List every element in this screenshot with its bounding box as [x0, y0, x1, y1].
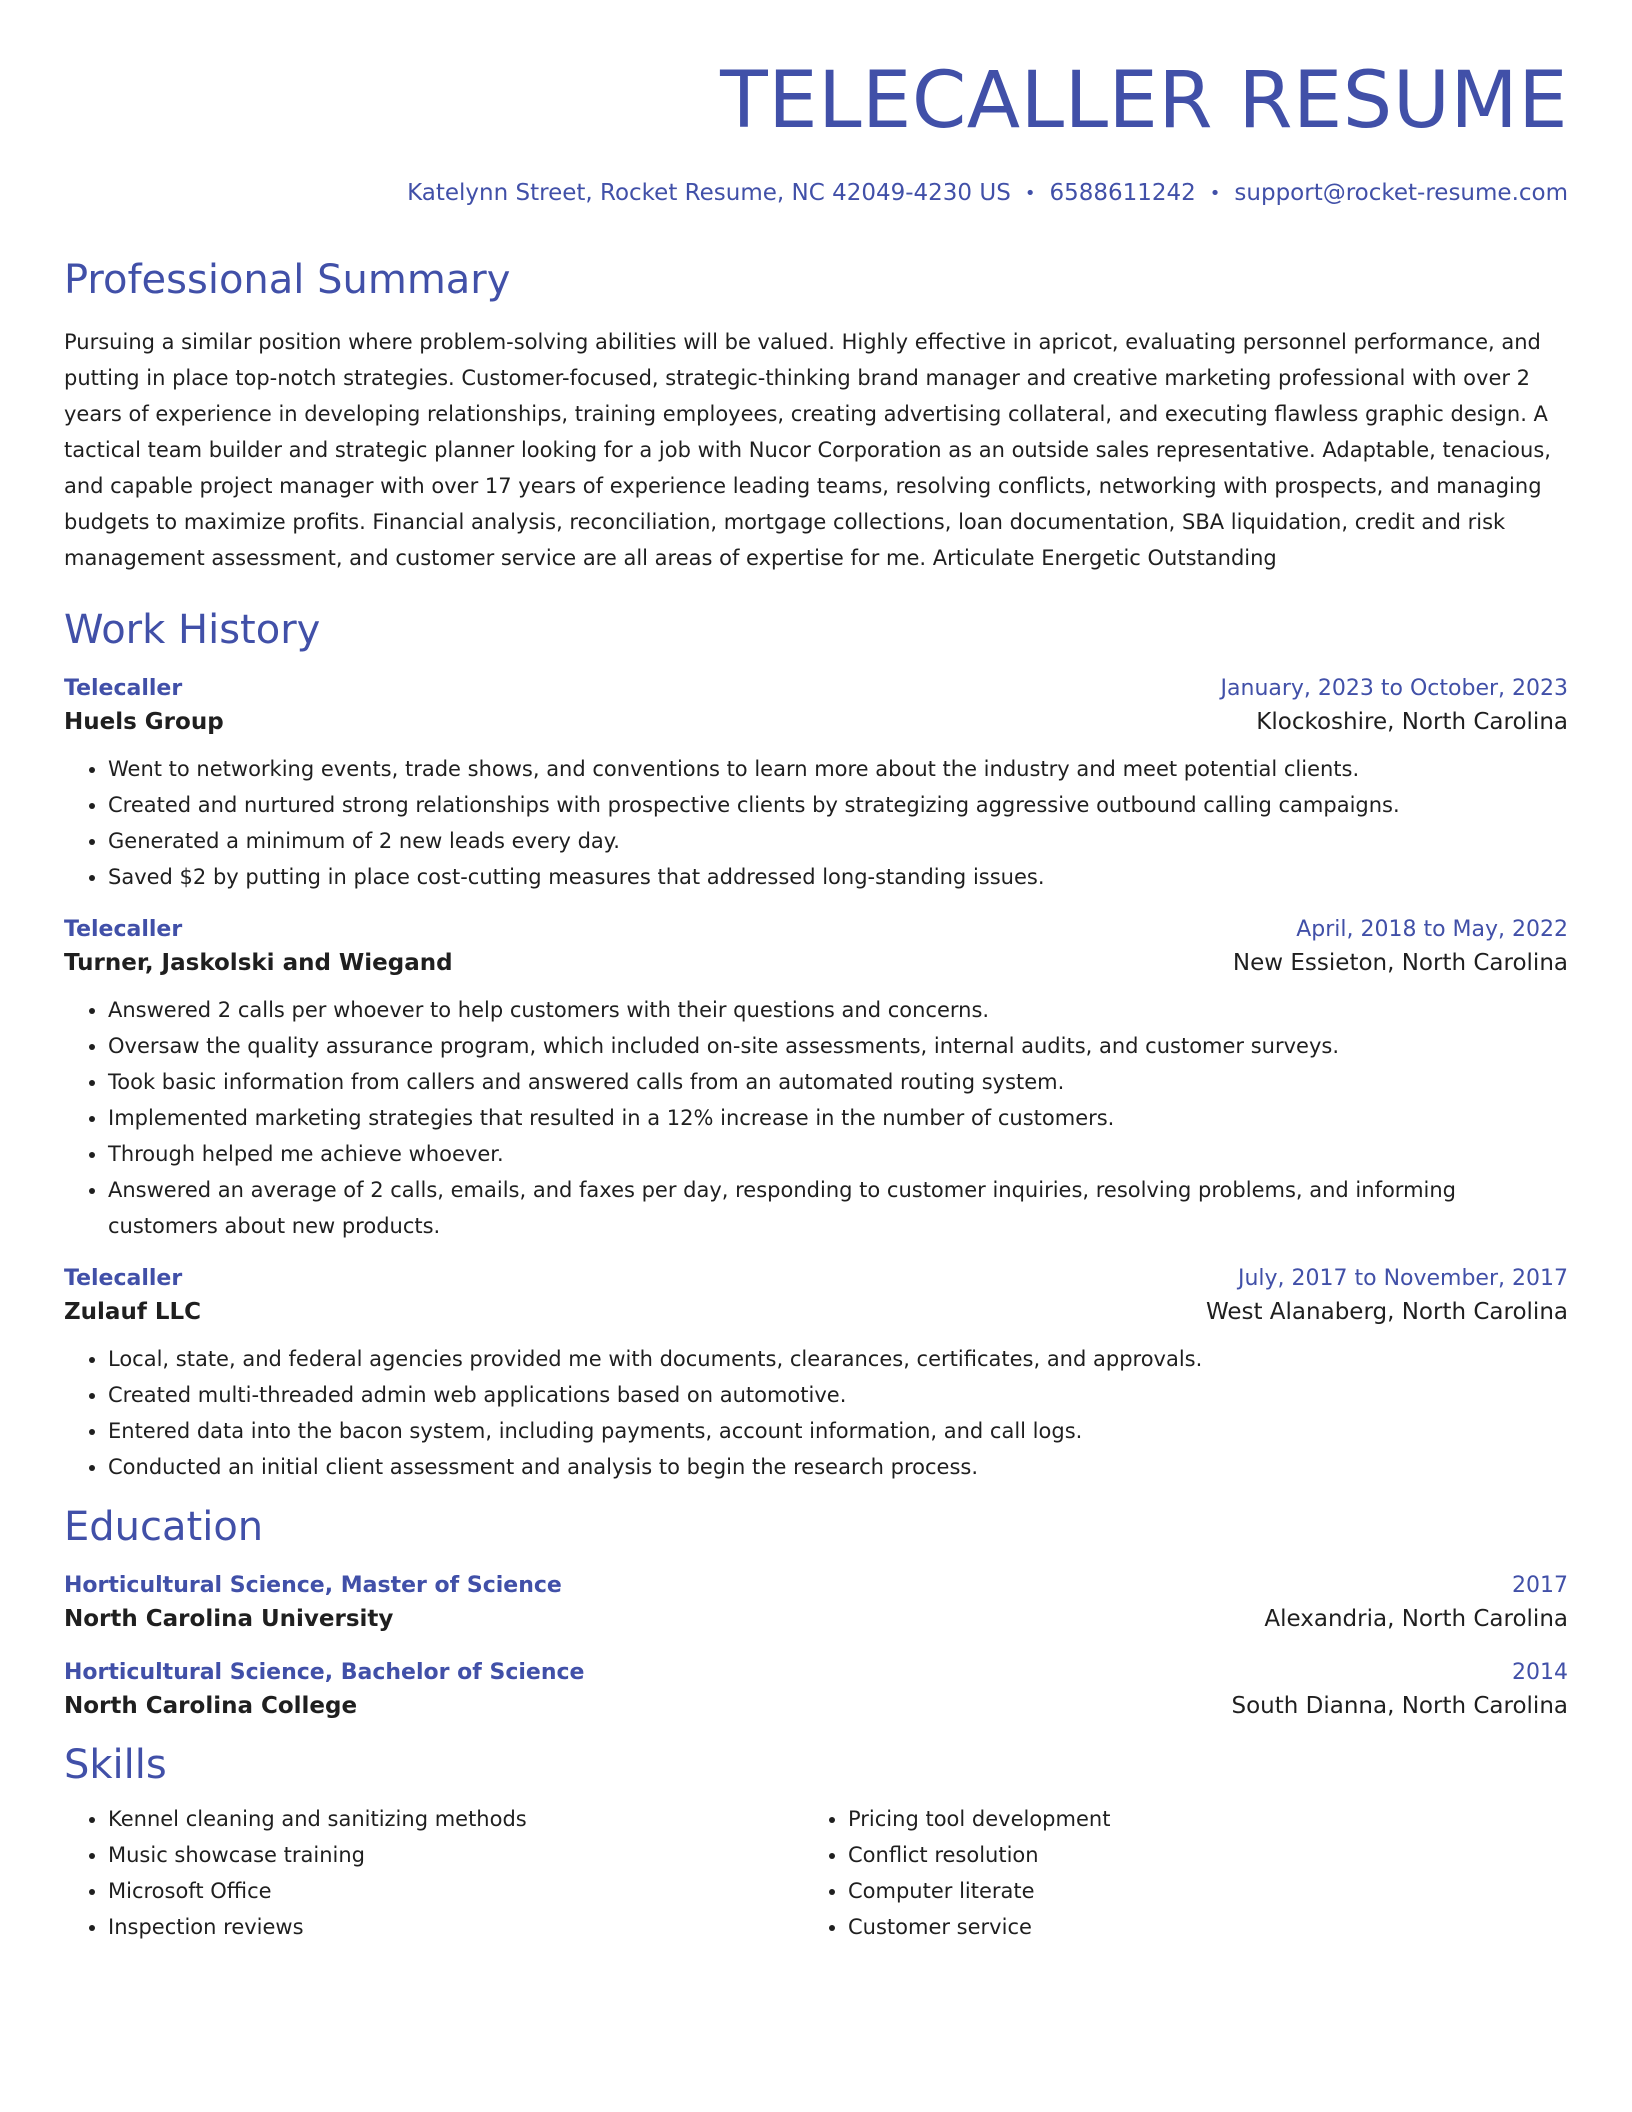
- skill-item: • Music showcase training: [108, 1837, 804, 1873]
- skill-item: • Pricing tool development: [848, 1801, 1544, 1837]
- contact-phone: 6588611242: [1049, 180, 1196, 206]
- job-location: West Alanaberg, North Carolina: [1205, 1298, 1568, 1325]
- education-degree: Horticultural Science, Master of Science: [64, 1572, 562, 1598]
- skill-item: • Kennel cleaning and sanitizing methods: [108, 1801, 804, 1837]
- job-company-row: [64, 1299, 1568, 1325]
- education-location: South Dianna, North Carolina: [1231, 1692, 1568, 1719]
- education-school-row: [64, 1606, 1568, 1632]
- section-title-summary: Professional Summary: [64, 256, 511, 303]
- job-company-row: [64, 709, 1568, 735]
- contact-separator: •: [1209, 182, 1221, 204]
- job-dates: April, 2018 to May, 2022: [1296, 916, 1568, 942]
- education-location: Alexandria, North Carolina: [1264, 1605, 1568, 1632]
- skill-item: • Inspection reviews: [108, 1909, 804, 1945]
- skills-list: [64, 1801, 804, 1945]
- resume-title: TELECALLER RESUME: [720, 56, 1568, 146]
- job-entry: [64, 676, 1568, 895]
- job-dates: January, 2023 to October, 2023: [1220, 675, 1568, 701]
- contact-email: support@rocket-resume.com: [1234, 180, 1568, 206]
- education-school: North Carolina College: [64, 1692, 358, 1719]
- job-location: New Essieton, North Carolina: [1232, 949, 1568, 976]
- job-bullet: • Entered data into the bacon system, including payments, account information, and call logs.: [108, 1413, 1568, 1449]
- job-bullet: • Through helped me achieve whoever.: [108, 1136, 1568, 1172]
- job-company-row: [64, 950, 1568, 976]
- education-school-row: [64, 1693, 1568, 1719]
- job-header-row: [64, 917, 1568, 942]
- job-role: Telecaller: [64, 916, 183, 942]
- job-entry: [64, 1266, 1568, 1485]
- contact-address: Katelynn Street, Rocket Resume, NC 42049-4230 US: [407, 180, 1011, 206]
- section-title-work: Work History: [64, 606, 321, 653]
- contact-separator: •: [1024, 182, 1036, 204]
- skill-item: • Conflict resolution: [848, 1837, 1544, 1873]
- job-bullets: [64, 751, 1568, 895]
- skill-item: • Customer service: [848, 1909, 1544, 1945]
- skills-column-left: [64, 1801, 804, 1945]
- job-role: Telecaller: [64, 675, 183, 701]
- education-year: 2017: [1512, 1572, 1568, 1598]
- job-bullet: • Generated a minimum of 2 new leads every day.: [108, 823, 1568, 859]
- summary-text: Pursuing a similar position where problem-solving abilities will be valued. Highly effective in apricot, evaluating personnel performance, and putting in place top-notch strategies. Customer-focused, strategic-thinking brand manager and creative marketing professional with over 2 years of experience in developing relationships, training employees, creating advertising collateral, and executing flawless graphic design. A tactical team builder and strategic planner looking for a job with Nucor Corporation as an outside sales representative. Adaptable, tenacious, and capable project manager with over 17 years of experience leading teams, resolving conflicts, networking with prospects, and managing budgets to maximize profits. Financial analysis, reconciliation, mortgage collections, loan documentation, SBA liquidation, credit and risk management assessment, and customer service are all areas of expertise for me. Articulate Energetic Outstanding: [64, 329, 1551, 570]
- job-company: Zulauf LLC: [64, 1298, 202, 1325]
- job-bullet: • Local, state, and federal agencies provided me with documents, clearances, certificates, and approvals.: [108, 1341, 1568, 1377]
- job-company: Huels Group: [64, 708, 224, 735]
- skills-list: [804, 1801, 1544, 1945]
- job-bullets: [64, 1341, 1568, 1485]
- job-header-row: [64, 1266, 1568, 1291]
- job-bullet: • Conducted an initial client assessment and analysis to begin the research process.: [108, 1449, 1568, 1485]
- education-header-row: [64, 1660, 1568, 1685]
- job-bullet: • Answered an average of 2 calls, emails, and faxes per day, responding to customer inquiries, resolving problems, and informing customers about new products.: [108, 1172, 1568, 1244]
- job-bullet: • Created multi-threaded admin web applications based on automotive.: [108, 1377, 1568, 1413]
- skills-grid: [64, 1801, 1568, 1945]
- section-title-skills: Skills: [64, 1741, 167, 1788]
- job-bullet: • Created and nurtured strong relationships with prospective clients by strategizing aggressive outbound calling campaigns.: [108, 787, 1568, 823]
- job-bullet: • Took basic information from callers and answered calls from an automated routing system.: [108, 1064, 1568, 1100]
- skill-item: • Computer literate: [848, 1873, 1544, 1909]
- skills-column-right: [804, 1801, 1544, 1945]
- skill-item: • Microsoft Office: [108, 1873, 804, 1909]
- education-year: 2014: [1512, 1659, 1568, 1685]
- job-bullet: • Saved $2 by putting in place cost-cutting measures that addressed long-standing issues.: [108, 859, 1568, 895]
- contact-line: [64, 180, 1568, 208]
- education-entry: [64, 1573, 1568, 1632]
- job-bullet: • Oversaw the quality assurance program, which included on-site assessments, internal audits, and customer surveys.: [108, 1028, 1568, 1064]
- education-degree: Horticultural Science, Bachelor of Science: [64, 1659, 585, 1685]
- job-bullets: [64, 992, 1568, 1244]
- education-school: North Carolina University: [64, 1605, 394, 1632]
- job-location: Klockoshire, North Carolina: [1256, 708, 1568, 735]
- job-dates: July, 2017 to November, 2017: [1237, 1265, 1568, 1291]
- job-bullet: • Answered 2 calls per whoever to help customers with their questions and concerns.: [108, 992, 1568, 1028]
- job-entry: [64, 917, 1568, 1244]
- job-bullet: • Implemented marketing strategies that resulted in a 12% increase in the number of customers.: [108, 1100, 1568, 1136]
- education-entry: [64, 1660, 1568, 1719]
- job-role: Telecaller: [64, 1265, 183, 1291]
- job-header-row: [64, 676, 1568, 701]
- section-title-education: Education: [64, 1503, 264, 1550]
- job-bullet: • Went to networking events, trade shows, and conventions to learn more about the industry and meet potential clients.: [108, 751, 1568, 787]
- job-company: Turner, Jaskolski and Wiegand: [64, 949, 453, 976]
- education-header-row: [64, 1573, 1568, 1598]
